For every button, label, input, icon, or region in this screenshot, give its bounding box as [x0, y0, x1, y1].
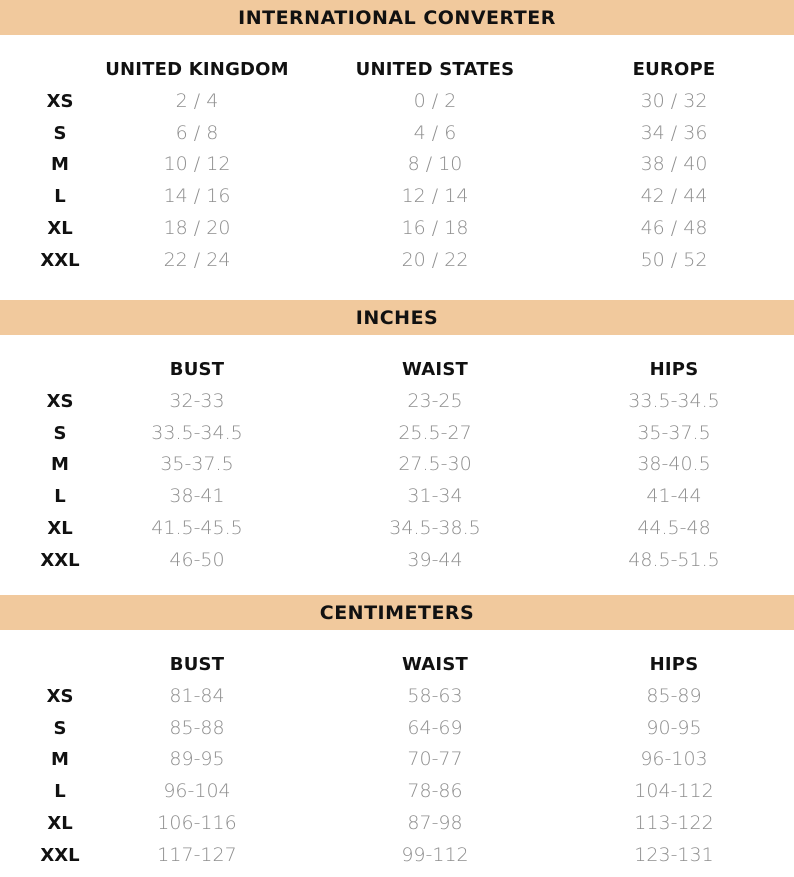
size-label: XS — [46, 91, 74, 112]
column-header-bust: BUST — [169, 654, 225, 675]
table-cell: 41-44 — [646, 485, 702, 508]
column-header-uk: UNITED KINGDOM — [105, 59, 289, 80]
column-header-bust: BUST — [169, 359, 225, 380]
size-label: XL — [47, 217, 73, 239]
section-band-centimeters — [0, 595, 794, 630]
size-label: S — [53, 422, 67, 444]
table-cell: 22 / 24 — [163, 248, 231, 271]
section-title: INCHES — [355, 306, 439, 329]
table-cell: 33.5-34.5 — [151, 421, 243, 444]
table-cell: 18 / 20 — [163, 216, 231, 239]
table-cell: 39-44 — [407, 548, 463, 571]
table-cell: 123-131 — [634, 843, 714, 866]
table-cell: 4 / 6 — [413, 121, 457, 144]
table-cell: 27.5-30 — [398, 453, 472, 476]
size-label: XXL — [40, 549, 80, 571]
table-cell: 113-122 — [634, 811, 714, 834]
section-band-international — [0, 0, 794, 35]
section-title: CENTIMETERS — [319, 601, 475, 624]
table-cell: 64-69 — [407, 716, 463, 739]
size-label: L — [54, 486, 66, 508]
table-cell: 90-95 — [646, 716, 702, 739]
column-header-us: UNITED STATES — [355, 59, 515, 80]
table-cell: 99-112 — [401, 843, 469, 866]
table-cell: 38 / 40 — [640, 153, 708, 176]
size-label: XL — [47, 517, 73, 539]
table-cell: 6 / 8 — [175, 121, 219, 144]
table-cell: 31-34 — [407, 485, 463, 508]
section-band-inches — [0, 300, 794, 335]
table-cell: 20 / 22 — [401, 248, 469, 271]
section-title: INTERNATIONAL CONVERTER — [238, 6, 556, 29]
size-label: M — [51, 749, 69, 771]
size-label: S — [53, 717, 67, 739]
table-cell: 106-116 — [157, 811, 237, 834]
table-cell: 96-103 — [640, 748, 708, 771]
size-label: S — [53, 122, 67, 144]
table-cell: 117-127 — [157, 843, 237, 866]
table-cell: 46 / 48 — [640, 216, 708, 239]
table-cell: 33.5-34.5 — [628, 390, 720, 412]
table-cell: 30 / 32 — [640, 90, 708, 112]
table-cell: 38-40.5 — [637, 453, 711, 476]
column-header-waist: WAIST — [402, 654, 468, 675]
table-cell: 58-63 — [407, 685, 463, 707]
table-cell: 14 / 16 — [163, 185, 231, 208]
column-header-waist: WAIST — [402, 359, 468, 380]
table-cell: 25.5-27 — [398, 421, 472, 444]
table-cell: 38-41 — [169, 485, 225, 508]
table-cell: 8 / 10 — [407, 153, 463, 176]
table-cell: 35-37.5 — [160, 453, 234, 476]
column-header-hips: HIPS — [649, 359, 699, 380]
size-label: M — [51, 454, 69, 476]
table-cell: 89-95 — [169, 748, 225, 771]
size-label: XXL — [40, 844, 80, 866]
table-cell: 12 / 14 — [401, 185, 469, 208]
table-cell: 44.5-48 — [637, 516, 711, 539]
table-cell: 85-89 — [646, 685, 702, 707]
table-cell: 50 / 52 — [640, 248, 708, 271]
table-cell: 23-25 — [407, 390, 463, 412]
table-cell: 42 / 44 — [640, 185, 708, 208]
table-cell: 34 / 36 — [640, 121, 708, 144]
table-cell: 46-50 — [169, 548, 225, 571]
table-cell: 35-37.5 — [637, 421, 711, 444]
size-label: XL — [47, 812, 73, 834]
table-cell: 104-112 — [634, 780, 714, 803]
table-cell: 0 / 2 — [413, 90, 457, 112]
table-cell: 10 / 12 — [163, 153, 231, 176]
table-cell: 2 / 4 — [175, 90, 219, 112]
size-label: L — [54, 781, 66, 803]
table-cell: 70-77 — [407, 748, 463, 771]
size-label: M — [51, 154, 69, 176]
size-label: L — [54, 186, 66, 208]
table-cell: 78-86 — [407, 780, 463, 803]
table-cell: 34.5-38.5 — [389, 516, 481, 539]
table-cell: 87-98 — [407, 811, 463, 834]
table-cell: 96-104 — [163, 780, 231, 803]
table-cell: 32-33 — [169, 390, 225, 412]
table-cell: 81-84 — [169, 685, 225, 707]
table-cell: 48.5-51.5 — [628, 548, 720, 571]
size-label: XXL — [40, 249, 80, 271]
column-header-hips: HIPS — [649, 654, 699, 675]
table-cell: 16 / 18 — [401, 216, 469, 239]
table-cell: 41.5-45.5 — [151, 516, 243, 539]
size-label: XS — [46, 686, 74, 707]
table-cell: 85-88 — [169, 716, 225, 739]
column-header-europe: EUROPE — [632, 59, 716, 80]
size-label: XS — [46, 391, 74, 412]
